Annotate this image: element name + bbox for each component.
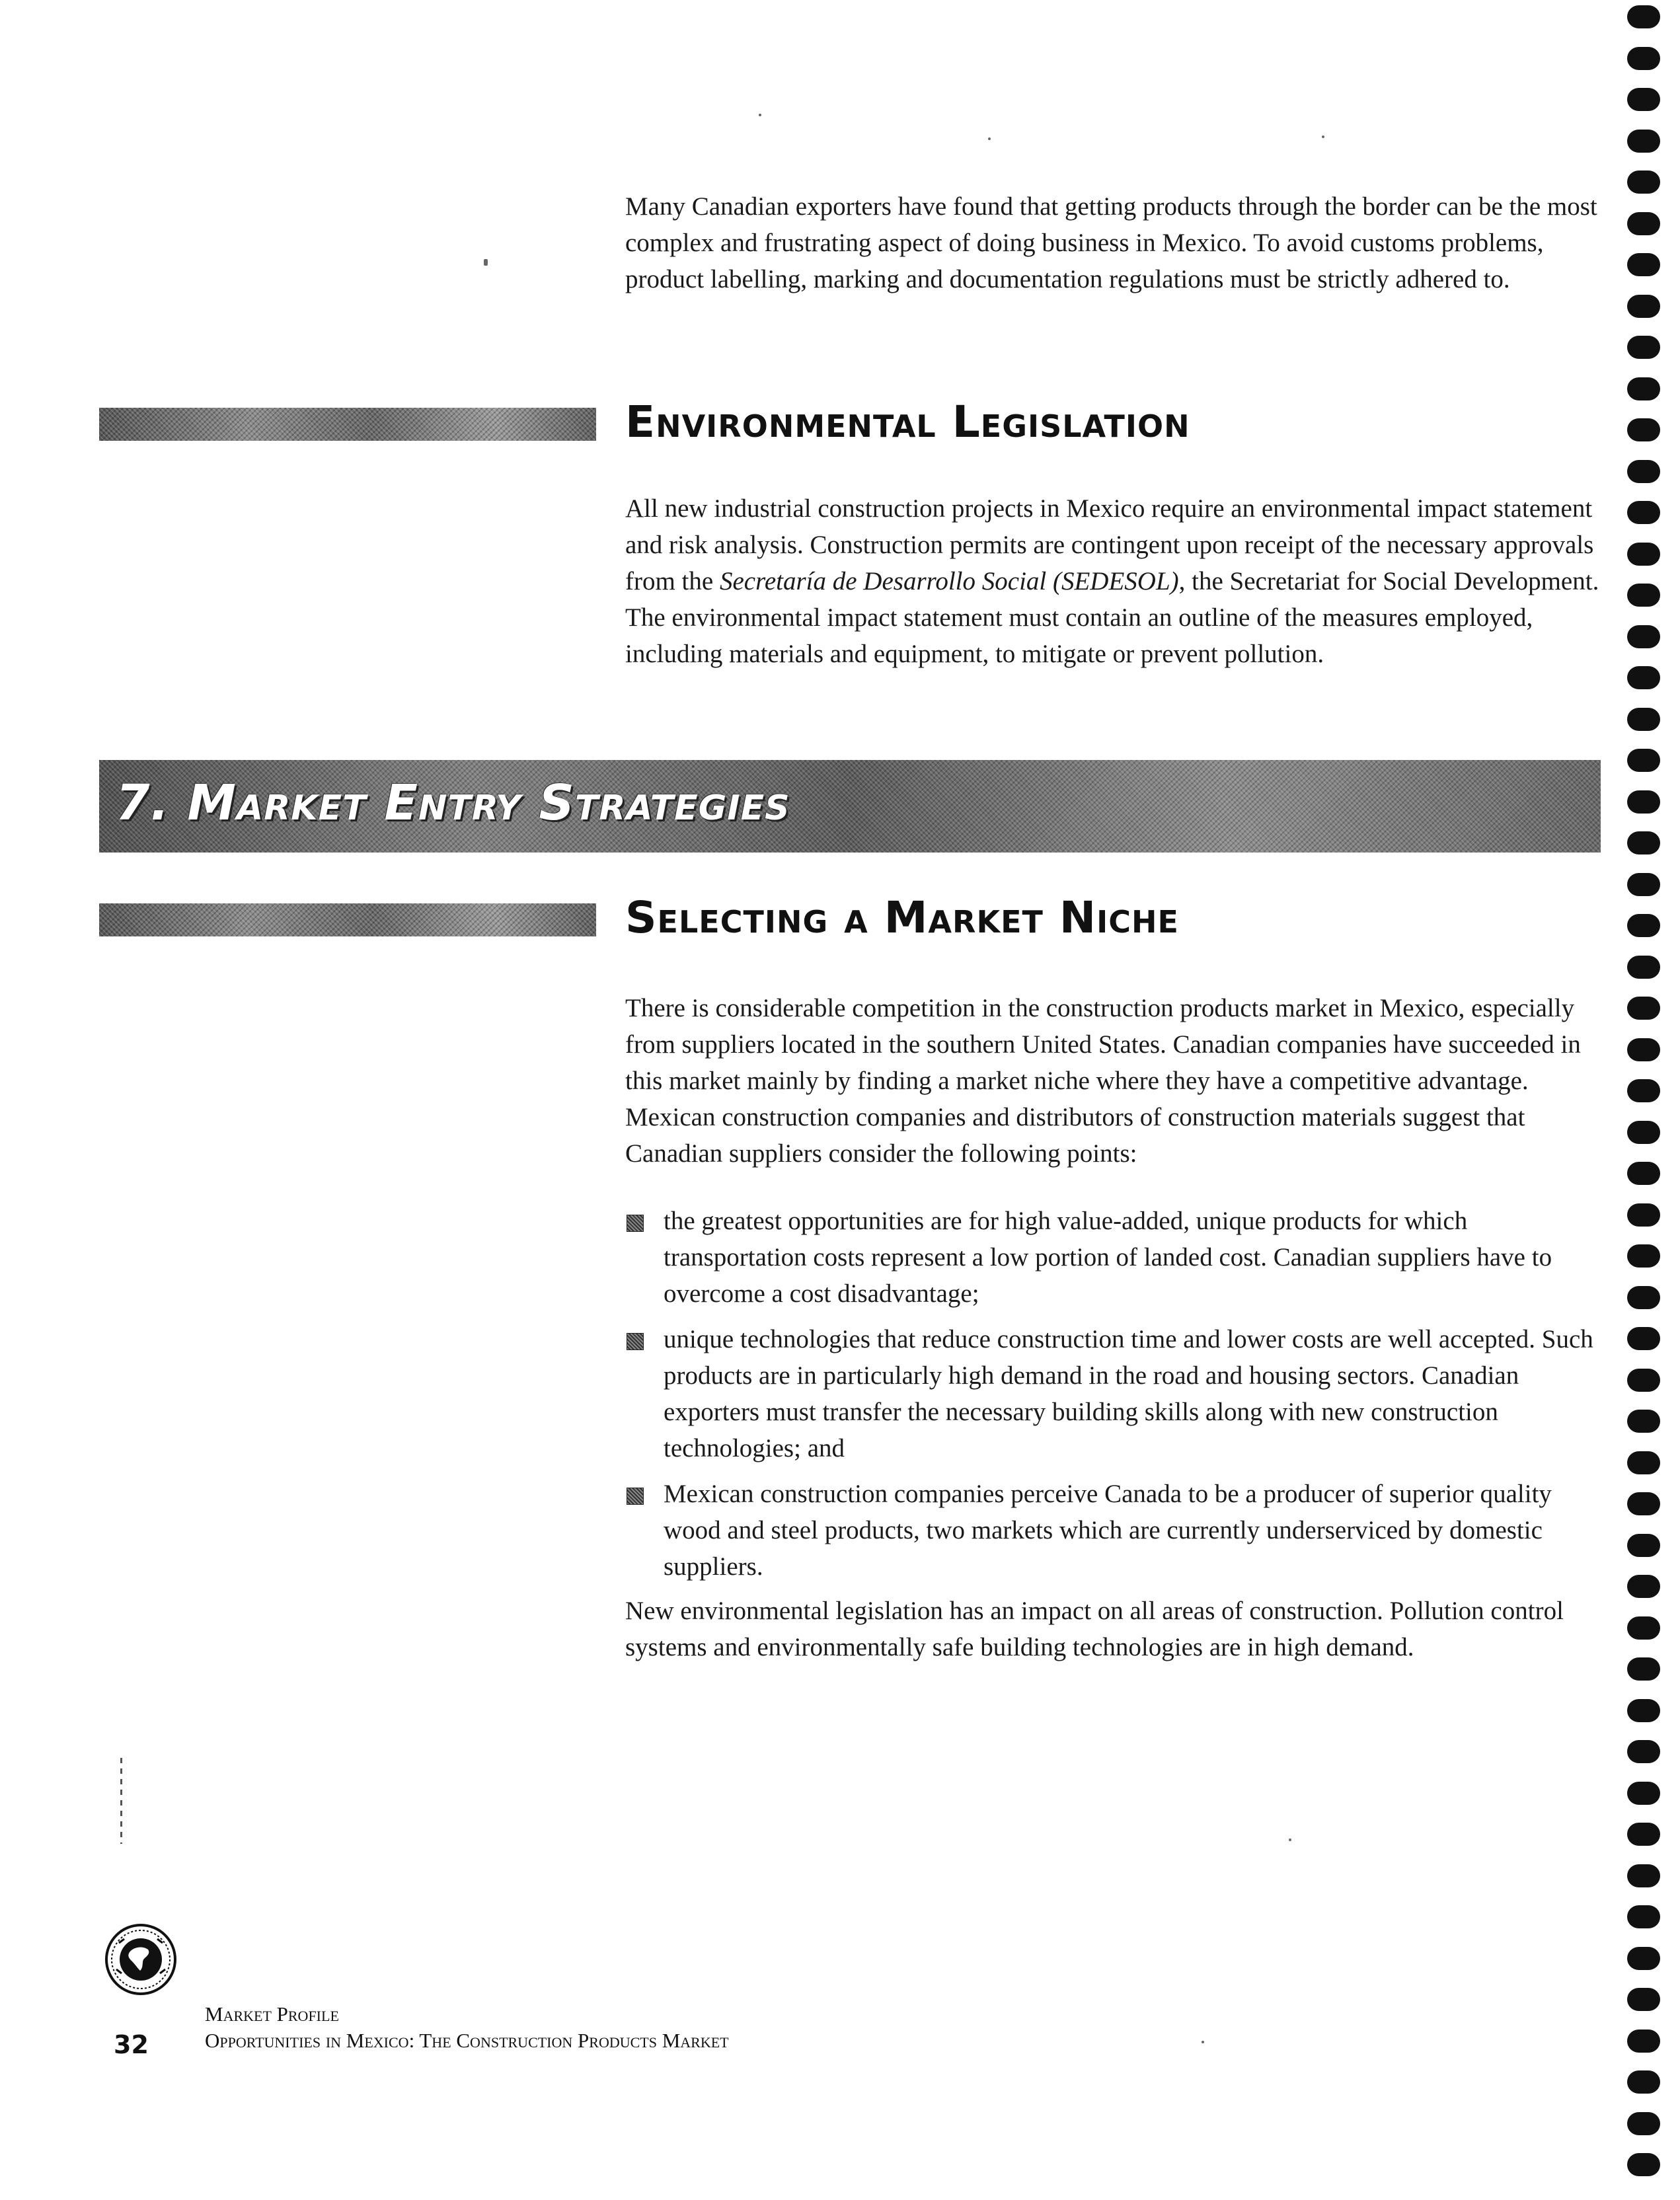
binding-hole (1627, 501, 1660, 524)
environmental-text-after: , the Secretariat for Social Development. The environmental impact statement must contain an outline of the measures employed, including materials and equipment, to mitigate or prevent pollution. (625, 567, 1599, 668)
binding-hole (1627, 1492, 1660, 1515)
section-marker-bar (99, 903, 596, 936)
binding-hole (1627, 1203, 1660, 1227)
binding-hole (1627, 749, 1660, 772)
binding-hole (1627, 1121, 1660, 1144)
scan-speck (759, 114, 761, 116)
binding-hole (1627, 708, 1660, 731)
binding-hole (1627, 2029, 1660, 2053)
binding-hole (1627, 1657, 1660, 1681)
binding-hole (1627, 418, 1660, 441)
footer-line-1: Market Profile (205, 2002, 339, 2026)
binding-hole (1627, 1451, 1660, 1474)
list-item (625, 1321, 1603, 1466)
binding-hole (1627, 2070, 1660, 2094)
square-bullet-icon (627, 1488, 644, 1505)
agency-name: Secretaría de Desarrollo Social (SEDESOL) (719, 567, 1179, 595)
binding-hole (1627, 1575, 1660, 1598)
scan-artifact-line (120, 1758, 122, 1844)
binding-hole (1627, 336, 1660, 359)
binding-hole (1627, 212, 1660, 235)
binding-hole (1627, 831, 1660, 854)
scan-speck (1202, 2041, 1204, 2043)
binding-hole (1627, 1286, 1660, 1309)
binding-hole (1627, 1244, 1660, 1268)
binding-hole (1627, 1369, 1660, 1392)
section-marker-bar (99, 408, 596, 441)
binding-hole (1627, 543, 1660, 566)
bullet-text: unique technologies that reduce construction time and lower costs are well accepted. Such products are in particularly high demand in the road and housing sectors. Canadian exporters must transfer the necessary building skills along with new construction technologies; and (664, 1325, 1593, 1462)
binding-hole (1627, 956, 1660, 979)
niche-paragraph: There is considerable competition in the construction products market in Mexico, especially from suppliers located in the southern United States. Canadian companies have succeeded in this market mainly by finding a market niche where they have a competitive advantage. Mexican construction companies and distributors of construction materials suggest that Canadian suppliers consider the following points: (625, 994, 1581, 1168)
binding-hole (1627, 1079, 1660, 1102)
binding-hole (1627, 5, 1660, 28)
binding-hole (1627, 1327, 1660, 1350)
binding-hole (1627, 295, 1660, 318)
chapter-banner (99, 760, 1601, 853)
binding-hole (1627, 1699, 1660, 1722)
list-item (625, 1203, 1603, 1312)
binding-hole (1627, 997, 1660, 1020)
binding-hole (1627, 2153, 1660, 2176)
footer-title (205, 2001, 729, 2054)
binding-hole (1627, 377, 1660, 400)
binding-hole (1627, 1038, 1660, 1061)
list-item (625, 1476, 1603, 1585)
binding-hole (1627, 790, 1660, 814)
scan-speck (484, 259, 488, 266)
binding-hole (1627, 1782, 1660, 1805)
chapter-title: 7. Market Entry Strategies (116, 775, 790, 831)
footer-line-2: Opportunities in Mexico: The Construction Products Market (205, 2029, 729, 2052)
scan-speck (1322, 135, 1324, 138)
page-number: 32 (114, 2030, 149, 2059)
binding-hole (1627, 1534, 1660, 1557)
square-bullet-icon (627, 1333, 644, 1350)
binding-hole (1627, 1947, 1660, 1970)
niche-heading: Selecting a Market Niche (625, 892, 1179, 943)
environmental-text-before: All new industrial construction projects in Mexico require an environmental impact statement and risk analysis. Construction permits are contingent upon receipt of the necessary approvals from the (625, 494, 1594, 595)
environmental-heading: Environmental Legislation (625, 397, 1190, 447)
binding-hole (1627, 2112, 1660, 2135)
binding-hole (1627, 47, 1660, 70)
binding-hole (1627, 625, 1660, 648)
spiral-binding (1627, 0, 1667, 2200)
binding-hole (1627, 1864, 1660, 1887)
binding-hole (1627, 1162, 1660, 1185)
niche-bullet-list (625, 1203, 1603, 1594)
binding-hole (1627, 1823, 1660, 1846)
binding-hole (1627, 460, 1660, 483)
binding-hole (1627, 1988, 1660, 2011)
binding-hole (1627, 1740, 1660, 1763)
binding-hole (1627, 253, 1660, 276)
bullet-text: the greatest opportunities are for high value-added, unique products for which transportation costs represent a low portion of landed cost. Canadian suppliers have to overcome a cost disadvantage; (664, 1207, 1552, 1308)
binding-hole (1627, 1905, 1660, 1928)
north-america-globe-seal-icon (104, 1923, 177, 1996)
binding-hole (1627, 88, 1660, 111)
scan-speck (988, 137, 991, 140)
binding-hole (1627, 914, 1660, 937)
bullet-text: Mexican construction companies perceive Canada to be a producer of superior quality wood and steel products, two markets which are currently underserviced by domestic suppliers. (664, 1480, 1552, 1581)
binding-hole (1627, 1410, 1660, 1433)
binding-hole (1627, 666, 1660, 689)
scan-speck (1289, 1839, 1291, 1841)
binding-hole (1627, 1616, 1660, 1640)
closing-paragraph: New environmental legislation has an impact on all areas of construction. Pollution control systems and environmentally safe building technologies are in high demand. (625, 1597, 1564, 1661)
binding-hole (1627, 873, 1660, 896)
environmental-paragraph (625, 490, 1603, 672)
binding-hole (1627, 130, 1660, 153)
square-bullet-icon (627, 1215, 644, 1232)
intro-paragraph: Many Canadian exporters have found that getting products through the border can be the most complex and frustrating aspect of doing business in Mexico. To avoid customs problems, product labelling, marking and documentation regulations must be strictly adhered to. (625, 192, 1597, 293)
binding-hole (1627, 584, 1660, 607)
binding-hole (1627, 171, 1660, 194)
